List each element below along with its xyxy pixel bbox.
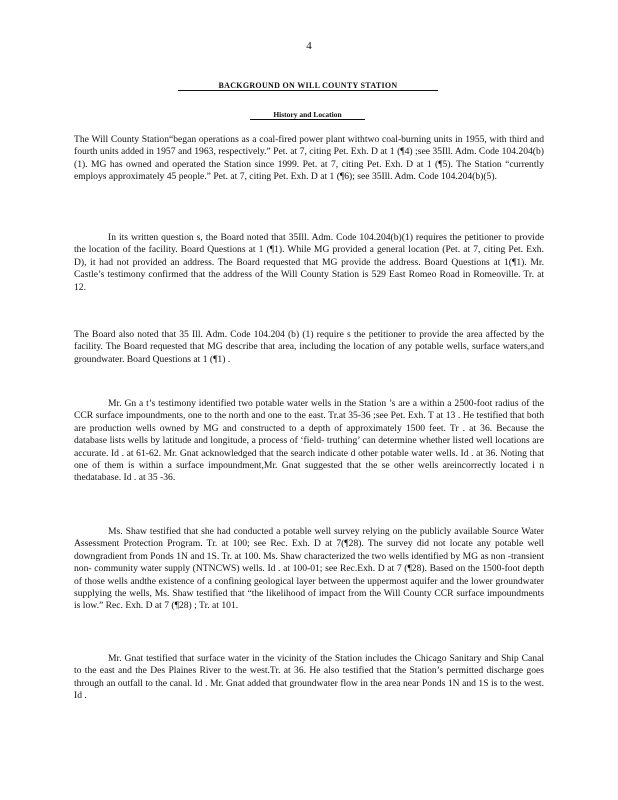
section-heading (178, 81, 438, 90)
paragraph-gnat-wells: Mr. Gn a t’s testimony identified two potable water wells in the Station ’s are a within a 2500-foot radius of the CCR surface impoundments, one to the north and one to the east. Tr.at 35-36 ;see Pet. Exh. T at 13 . He testified that both are production wells owned by MG and constructed to a depth of approximately 1500 feet. Tr . at 36. Because the database lists wells by latitude and longitude, a process of ‘field- truthing’ can determine whether listed well locations are accurate. Id . at 61-62. Mr. Gnat acknowledged that the search indicate d other potable water wells. Id . at 36. Noting that one of them is within a surface impoundment,Mr. Gnat suggested that the se other wells areincorrectly located i n thedatabase. Id . at 35 -36. (74, 398, 544, 484)
paragraph-shaw-survey: Ms. Shaw testified that she had conducted a potable well survey relying on the publicly available Source Water Assessment Protection Program. Tr. at 100; see Rec. Exh. D at 7(¶28). The survey did not locate any potable well downgradient from Ponds 1N and 1S. Tr. at 100. Ms. Shaw characterized the two wells identified by MG as non -transient non- community water supply (NTNCWS) wells. Id . at 100-01; see Rec.Exh. D at 7 (¶28). Based on the 1500-foot depth of those wells andthe existence of a confining geological layer between the uppermost aquifer and the lower groundwater supplying the wells, Ms. Shaw testified that “the likelihood of impact from the Will County CCR surface impoundments is low.” Rec. Exh. D at 7 (¶28) ; Tr. at 101. (74, 526, 544, 612)
paragraph-history: The Will County Station“began operations as a coal-fired power plant withtwo coal-burning units in 1955, with third and fourth units added in 1957 and 1963, respectively.” Pet. at 7, citing Pet. Exh. D at 1 (¶4) ;see 35Ill. Adm. Code 104.204(b)(1). MG has owned and operated the Station since 1999. Pet. at 7, citing Pet. Exh. D at 1 (¶5). The Station “currently employs approximately 45 people.” Pet. at 7, citing Pet. Exh. D at 1 (¶6); see 35Ill. Adm. Code 104.204(b)(5). (74, 134, 544, 183)
page-number: 4 (306, 40, 312, 52)
subheading-underline (250, 119, 365, 120)
section-heading-text: BACKGROUND ON WILL COUNTY STATION (218, 81, 398, 90)
paragraph-surface-water: Mr. Gnat testified that surface water in the vicinity of the Station includes the Chicago Sanitary and Ship Canal to the east and the Des Plaines River to the west.Tr. at 36. He also testified that the Station’s permitted discharge goes through an outfall to the canal. Id . Mr. Gnat added that groundwater flow in the area near Ponds 1N and 1S is to the west. Id . (74, 653, 544, 702)
heading-underline (178, 90, 438, 91)
paragraph-location-question: In its written question s, the Board noted that 35Ill. Adm. Code 104.204(b)(1) requires the petitioner to provide the location of the facility. Board Questions at 1 (¶1). While MG provided a general location (Pet. at 7, citing Pet. Exh. D), it had not provided an address. The Board requested that MG provide the address. Board Questions at 1(¶1). Mr. Castle’s testimony confirmed that the address of the Will County Station is 529 East Romeo Road in Romeoville. Tr. at 12. (74, 232, 544, 293)
paragraph-area-affected: The Board also noted that 35 Ill. Adm. Code 104.204 (b) (1) require s the petitioner to provide the area affected by the facility. The Board requested that MG describe that area, including the location of any potable wells, surface waters,and groundwater. Board Questions at 1 (¶1) . (74, 329, 544, 365)
subsection-heading-text: History and Location (273, 110, 342, 119)
subsection-heading (250, 110, 365, 119)
